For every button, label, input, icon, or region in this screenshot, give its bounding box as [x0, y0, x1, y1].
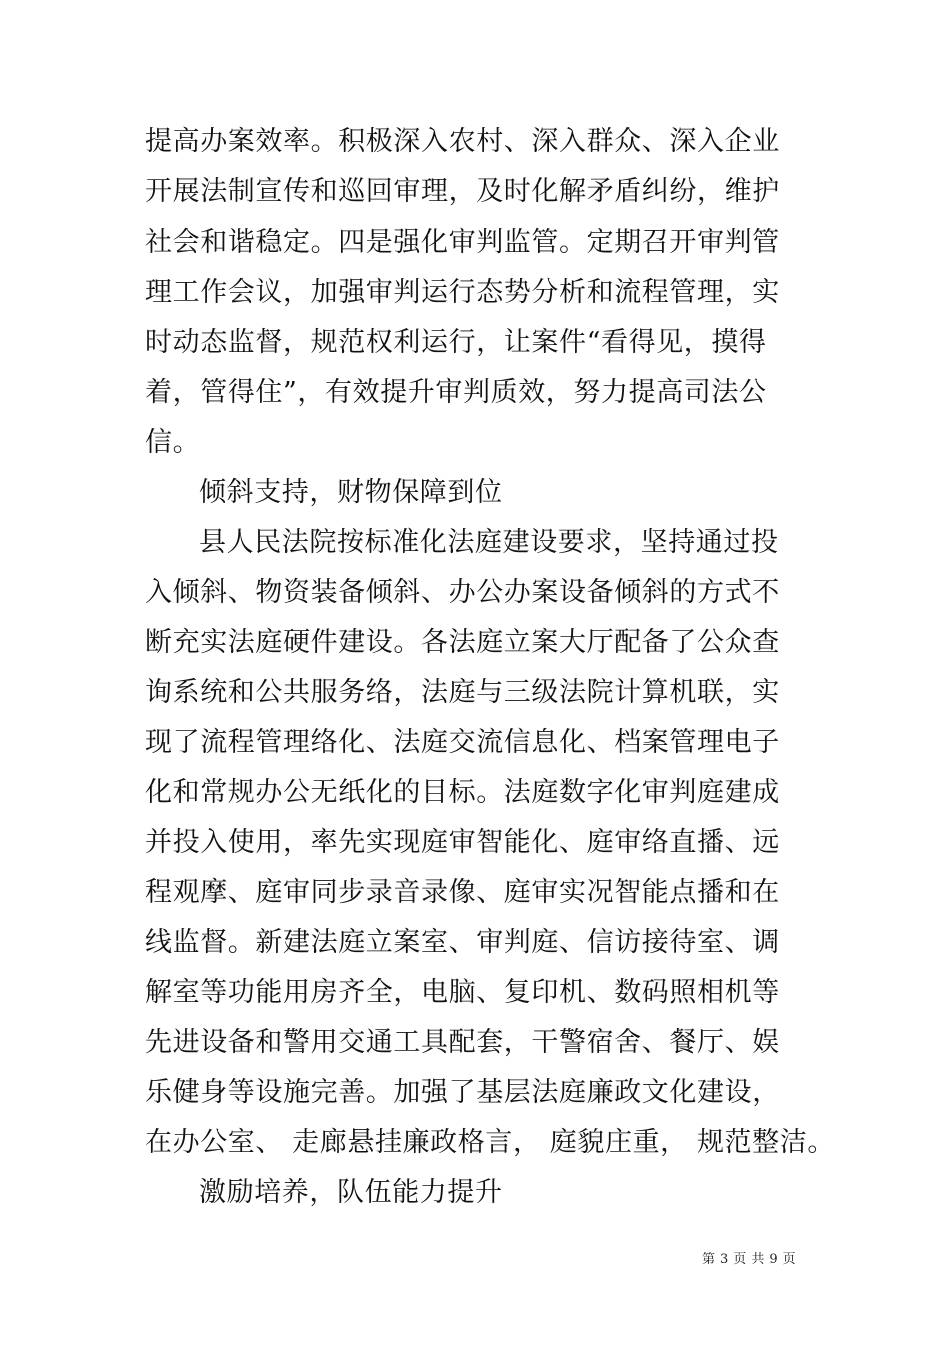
paragraph-line: 社会和谐稳定。四是强化审判监管。定期召开审判管 [145, 227, 780, 258]
paragraph-line: 断充实法庭硬件建设。各法庭立案大厅配备了公众查 [145, 627, 780, 658]
paragraph-line: 线监督。新建法庭立案室、审判庭、信访接待室、调 [145, 927, 780, 958]
paragraph-line: 先进设备和警用交通工具配套，干警宿舍、餐厅、娱 [145, 1027, 780, 1058]
paragraph-line: 在办公室、 走廊悬挂廉政格言， 庭貌庄重， 规范整洁。 [145, 1127, 835, 1158]
paragraph-line: 时动态监督，规范权利运行，让案件“看得见，摸得 [145, 327, 767, 358]
paragraph-line: 并投入使用，率先实现庭审智能化、庭审络直播、远 [145, 827, 780, 858]
paragraph-line: 理工作会议，加强审判运行态势分析和流程管理，实 [145, 277, 780, 308]
paragraph-line: 询系统和公共服务络，法庭与三级法院计算机联，实 [145, 677, 780, 708]
page-footer [702, 1252, 801, 1268]
paragraph-line: 提高办案效率。积极深入农村、深入群众、深入企业 [145, 126, 780, 157]
footer-label-gong: 共 [751, 1252, 765, 1267]
paragraph-line: 信。 [145, 427, 201, 458]
paragraph-line: 程观摩、庭审同步录音录像、庭审实况智能点播和在 [145, 877, 780, 908]
total-pages-number: 9 [769, 1252, 778, 1267]
paragraph-line: 着，管得住”，有效提升审判质效，努力提高司法公 [145, 377, 767, 408]
section-heading: 倾斜支持，财物保障到位 [199, 477, 503, 508]
paragraph-line: 开展法制宣传和巡回审理，及时化解矛盾纠纷，维护 [145, 176, 780, 207]
section-heading: 激励培养，队伍能力提升 [199, 1177, 503, 1208]
paragraph-line: 乐健身等设施完善。加强了基层法庭廉政文化建设， [145, 1077, 780, 1108]
paragraph-line: 入倾斜、物资装备倾斜、办公办案设备倾斜的方式不 [145, 577, 780, 608]
current-page-number: 3 [720, 1252, 729, 1267]
paragraph-line: 现了流程管理络化、法庭交流信息化、档案管理电子 [145, 727, 780, 758]
paragraph-line: 解室等功能用房齐全，电脑、复印机、数码照相机等 [145, 977, 780, 1008]
paragraph-line: 县人民法院按标准化法庭建设要求，坚持通过投 [199, 527, 779, 558]
footer-label-ye: 页 [782, 1252, 796, 1267]
footer-label-ye: 页 [733, 1252, 747, 1267]
paragraph-line: 化和常规办公无纸化的目标。法庭数字化审判庭建成 [145, 777, 780, 808]
footer-label-di: 第 [702, 1252, 716, 1267]
